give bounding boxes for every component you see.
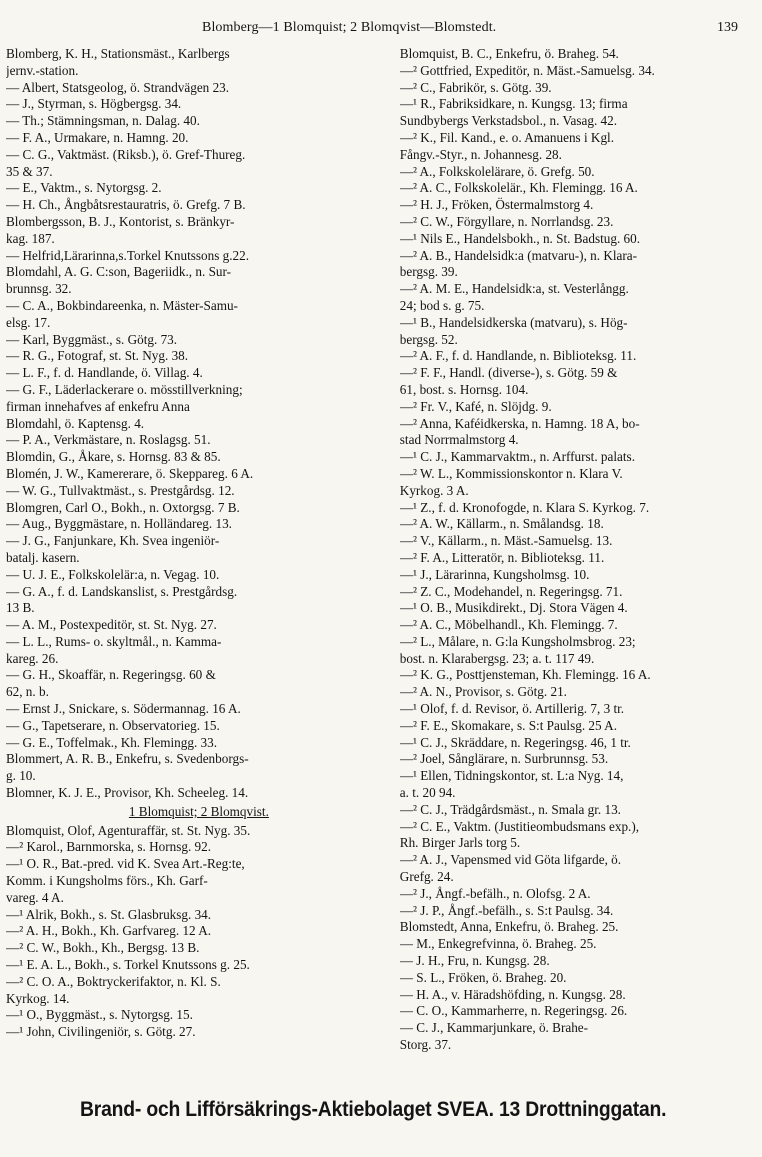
directory-entry-line: Blomstedt, Anna, Enkefru, ö. Braheg. 25.	[399, 919, 619, 935]
directory-entry-line: —² C., Fabrikör, s. Götg. 39.	[399, 79, 552, 95]
directory-entry-line: —¹ Ellen, Tidningskontor, st. L:a Nyg. 14,	[399, 768, 624, 784]
directory-entry-line: —² A. F., f. d. Handlande, n. Biblioteksg. 11.	[399, 348, 637, 364]
directory-entry-line: Kyrkog. 14.	[6, 990, 70, 1006]
directory-entry-line: —² C. J., Trädgårdsmäst., n. Smala gr. 13.	[399, 801, 621, 817]
directory-entry-line: Fångv.-Styr., n. Johannesg. 28.	[399, 146, 562, 162]
directory-entry-line: — P. A., Verkmästare, n. Roslagsg. 51.	[6, 432, 211, 448]
directory-entry-line: —¹ Olof, f. d. Revisor, ö. Artillerig. 7, 3 tr.	[399, 701, 625, 717]
directory-entry-line: Blomdin, G., Åkare, s. Hornsg. 83 & 85.	[6, 449, 221, 465]
directory-entry-line: Blomgren, Carl O., Bokh., n. Oxtorgsg. 7 B.	[6, 499, 240, 515]
directory-entry-line: bergsg. 39.	[399, 264, 458, 280]
directory-entry-line: 24; bod s. g. 75.	[399, 297, 485, 313]
left-column	[6, 46, 392, 1054]
directory-entry-line: — R. G., Fotograf, st. St. Nyg. 38.	[6, 348, 189, 364]
right-column	[392, 46, 748, 1054]
directory-entry-line: —¹ Z., f. d. Kronofogde, n. Klara S. Kyrkog. 7.	[399, 499, 650, 515]
page-number: 139	[717, 20, 738, 35]
directory-entry-line: —¹ R., Fabriksidkare, n. Kungsg. 13; firma	[399, 96, 628, 112]
directory-entry-line: —² C. E., Vaktm. (Justitieombudsmans exp.),	[399, 818, 640, 834]
directory-entry-line: — F. A., Urmakare, n. Hamng. 20.	[6, 129, 189, 145]
directory-entry-line: — W. G., Tullvaktmäst., s. Prestgårdsg. 12.	[6, 482, 235, 498]
footer-advertisement: Brand- och Lifförsäkrings-Aktiebolaget SVEA. 13 Drottninggatan.	[80, 1098, 667, 1121]
directory-entry-line: — L. L., Rums- o. skyltmål., n. Kamma-	[6, 633, 222, 649]
directory-entry-line: —² Karol., Barnmorska, s. Hornsg. 92.	[6, 839, 212, 855]
directory-entry-line: —¹ J., Lärarinna, Kungsholmsg. 10.	[399, 566, 590, 582]
directory-entry-line: firman innehafves af enkefru Anna	[6, 398, 190, 414]
directory-entry-line: —² C. W., Bokh., Kh., Bergsg. 13 B.	[6, 940, 200, 956]
directory-entry-line: — C. A., Bokbindareenka, n. Mäster-Samu-	[6, 297, 238, 313]
two-column-listing	[6, 46, 748, 1054]
directory-entry-line: —² K., Fil. Kand., e. o. Amanuens i Kgl.	[399, 129, 615, 145]
directory-entry-line: —² Gottfried, Expeditör, n. Mäst.-Samuelsg. 34.	[399, 62, 655, 78]
directory-entry-line: Blombergsson, B. J., Kontorist, s. Bränkyr-	[6, 213, 235, 229]
directory-entry-line: bost. n. Klarabergsg. 23; a. t. 117 49.	[399, 650, 595, 666]
directory-entry-line: —² Fr. V., Kafé, n. Slöjdg. 9.	[399, 398, 552, 414]
directory-entry-line: —² A. C., Folkskolelär., Kh. Flemingg. 16 A.	[399, 180, 638, 196]
directory-entry-line: Kyrkog. 3 A.	[399, 482, 469, 498]
directory-entry-line: — M., Enkegrefvinna, ö. Braheg. 25.	[399, 936, 597, 952]
directory-entry-line: — Aug., Byggmästare, n. Holländareg. 13.	[6, 516, 232, 532]
directory-entry-line: 35 & 37.	[6, 163, 53, 179]
directory-entry-line: — Th.; Stämningsman, n. Dalag. 40.	[6, 113, 200, 129]
directory-entry-line: — U. J. E., Folkskolelär:a, n. Vegag. 10.	[6, 566, 220, 582]
directory-entry-line: — Karl, Byggmäst., s. Götg. 73.	[6, 331, 178, 347]
directory-entry-line: Blommert, A. R. B., Enkefru, s. Svedenborgs-	[6, 751, 249, 767]
directory-entry-line: — G. F., Läderlackerare o. mösstillverkning;	[6, 381, 243, 397]
directory-entry-line: —² Anna, Kaféidkerska, n. Hamng. 18 A, bo-	[399, 415, 640, 431]
directory-entry-line: Blomdahl, ö. Kaptensg. 4.	[6, 415, 145, 431]
directory-entry-line: —² A. J., Vapensmed vid Göta lifgarde, ö.	[399, 852, 622, 868]
directory-entry-line: —² C. O. A., Boktryckerifaktor, n. Kl. S.	[6, 973, 221, 989]
directory-entry-line: —² A. N., Provisor, s. Götg. 21.	[399, 684, 567, 700]
directory-entry-line: kareg. 26.	[6, 650, 59, 666]
directory-entry-line: —¹ John, Civilingeniör, s. Götg. 27.	[6, 1024, 196, 1040]
directory-entry-line: Komm. i Kungsholms förs., Kh. Garf-	[6, 873, 208, 889]
directory-entry-line: Grefg. 24.	[399, 869, 454, 885]
directory-entry-line: — J., Styrman, s. Högbergsg. 34.	[6, 96, 182, 112]
directory-entry-line: — H. Ch., Ångbåtsrestauratris, ö. Grefg. 7 B.	[6, 197, 246, 213]
directory-entry-line: —¹ C. J., Skräddare, n. Regeringsg. 46, 1 tr.	[399, 734, 631, 750]
directory-entry-line: —² W. L., Kommissionskontor n. Klara V.	[399, 465, 623, 481]
directory-entry-line: g. 10.	[6, 768, 36, 784]
directory-entry-line: bergsg. 52.	[399, 331, 458, 347]
directory-entry-line: stad Norrmalmstorg 4.	[399, 432, 519, 448]
directory-entry-line: Blomdahl, A. G. C:son, Bageriidk., n. Sur-	[6, 264, 232, 280]
directory-entry-line: — Albert, Statsgeolog, ö. Strandvägen 23.	[6, 79, 230, 95]
page-header	[6, 20, 748, 46]
directory-entry-line: — L. F., f. d. Handlande, ö. Villag. 4.	[6, 365, 203, 381]
directory-entry-line: — C. G., Vaktmäst. (Riksb.), ö. Gref-Thureg.	[6, 146, 246, 162]
directory-entry-line: 62, n. b.	[6, 684, 49, 700]
directory-entry-line: —² F. E., Skomakare, s. S:t Paulsg. 25 A.	[399, 717, 617, 733]
directory-entry-line: —¹ O., Byggmäst., s. Nytorgsg. 15.	[6, 1007, 193, 1023]
directory-entry-line: —¹ E. A. L., Bokh., s. Torkel Knutssons g. 25.	[6, 957, 250, 973]
directory-entry-line: —¹ B., Handelsidkerska (matvaru), s. Hög-	[399, 314, 628, 330]
directory-entry-line: —² A. W., Källarm., n. Smålandsg. 18.	[399, 516, 604, 532]
directory-entry-line: — C. J., Kammarjunkare, ö. Brahe-	[399, 1020, 589, 1036]
directory-entry-line: —² A. B., Handelsidk:a (matvaru-), n. Klara-	[399, 247, 638, 263]
directory-entry-line: a. t. 20 94.	[399, 785, 456, 801]
directory-entry-line: — H. A., v. Häradshöfding, n. Kungsg. 28.	[399, 986, 626, 1002]
directory-entry-line: —¹ O. R., Bat.-pred. vid K. Svea Art.-Reg:te,	[6, 856, 245, 872]
directory-entry-line: 13 B.	[6, 600, 35, 616]
directory-entry-line: Storg. 37.	[399, 1037, 452, 1053]
directory-entry-line: — Helfrid,Lärarinna,s.Torkel Knutssons g.22.	[6, 247, 249, 263]
directory-entry-line: —² A. C., Möbelhandl., Kh. Flemingg. 7.	[399, 617, 618, 633]
directory-entry-line: —² V., Källarm., n. Mäst.-Samuelsg. 13.	[399, 533, 613, 549]
directory-entry-line: kag. 187.	[6, 230, 55, 246]
directory-entry-line: —² Z. C., Modehandel, n. Regeringsg. 71.	[399, 583, 623, 599]
directory-entry-line: — G., Tapetserare, n. Observatorieg. 15.	[6, 717, 220, 733]
section-divider-label: 1 Blomquist; 2 Blomqvist.	[128, 803, 269, 819]
directory-entry-line: — G. H., Skoaffär, n. Regeringsg. 60 &	[6, 667, 216, 683]
directory-entry-line: —¹ Alrik, Bokh., s. St. Glasbruksg. 34.	[6, 906, 212, 922]
directory-entry-line: —² F. A., Litteratör, n. Biblioteksg. 11.	[399, 549, 605, 565]
directory-entry-line: — J. G., Fanjunkare, Kh. Svea ingeniör-	[6, 533, 220, 549]
directory-entry-line: batalj. kasern.	[6, 549, 80, 565]
directory-entry-line: —² A. H., Bokh., Kh. Garfvareg. 12 A.	[6, 923, 212, 939]
directory-entry-line: — S. L., Fröken, ö. Braheg. 20.	[399, 969, 567, 985]
directory-entry-line: Blomquist, Olof, Agenturaffär, st. St. Nyg. 35.	[6, 822, 251, 838]
running-head: Blomberg—1 Blomquist; 2 Blomqvist—Blomstedt.	[202, 20, 497, 35]
directory-entry-line: —² A., Folkskolelärare, ö. Grefg. 50.	[399, 163, 595, 179]
directory-entry-line: — G. A., f. d. Landskanslist, s. Prestgårdsg.	[6, 583, 238, 599]
directory-entry-line: —² H. J., Fröken, Östermalmstorg 4.	[399, 197, 594, 213]
directory-entry-line: elsg. 17.	[6, 314, 51, 330]
directory-entry-line: Sundbybergs Verkstadsbol., n. Vasag. 42.	[399, 113, 618, 129]
directory-entry-line: Rh. Birger Jarls torg 5.	[399, 835, 521, 851]
directory-entry-line: —² J. P., Ångf.-befälh., s. S:t Paulsg. 34.	[399, 902, 614, 918]
directory-entry-line: — J. H., Fru, n. Kungsg. 28.	[399, 953, 550, 969]
section-divider	[6, 802, 392, 823]
directory-entry-line: —² C. W., Förgyllare, n. Norrlandsg. 23.	[399, 213, 614, 229]
directory-entry-line: —² K. G., Posttjensteman, Kh. Flemingg. 16 A.	[399, 667, 651, 683]
directory-entry-line: — A. M., Postexpeditör, st. St. Nyg. 27.	[6, 617, 217, 633]
directory-entry-line: Blomberg, K. H., Stationsmäst., Karlbergs	[6, 46, 230, 61]
directory-entry-line: —² J., Ångf.-befälh., n. Olofsg. 2 A.	[399, 885, 591, 901]
directory-entry-line: Blomquist, B. C., Enkefru, ö. Braheg. 54.	[399, 46, 619, 61]
directory-entry-line: — E., Vaktm., s. Nytorgsg. 2.	[6, 180, 162, 196]
directory-entry-line: — C. O., Kammarherre, n. Regeringsg. 26.	[399, 1003, 628, 1019]
directory-entry-line: —² Joel, Sånglärare, n. Surbrunnsg. 53.	[399, 751, 609, 767]
directory-entry-line: 61, bost. s. Hornsg. 104.	[399, 381, 529, 397]
directory-entry-line: — Ernst J., Snickare, s. Södermannag. 16 A.	[6, 701, 241, 717]
directory-entry-line: —² F. F., Handl. (diverse-), s. Götg. 59 &	[399, 365, 618, 381]
directory-entry-line: Blomner, K. J. E., Provisor, Kh. Scheeleg. 14.	[6, 785, 249, 801]
directory-entry-line: brunnsg. 32.	[6, 281, 72, 297]
directory-entry-line: —¹ C. J., Kammarvaktm., n. Arffurst. palats.	[399, 449, 635, 465]
directory-entry-line: Blomén, J. W., Kamererare, ö. Skeppareg. 6 A.	[6, 465, 254, 481]
directory-entry-line: — G. E., Toffelmak., Kh. Flemingg. 33.	[6, 734, 218, 750]
directory-entry-line: vareg. 4 A.	[6, 889, 64, 905]
directory-entry-line: —² L., Målare, n. G:la Kungsholmsbrog. 23;	[399, 633, 636, 649]
directory-entry-line: —¹ O. B., Musikdirekt., Dj. Stora Vägen 4.	[399, 600, 628, 616]
directory-entry-line: —² A. M. E., Handelsidk:a, st. Vesterlångg.	[399, 281, 629, 297]
directory-entry-line: —¹ Nils E., Handelsbokh., n. St. Badstug. 60.	[399, 230, 641, 246]
directory-entry-line: jernv.-station.	[6, 62, 79, 78]
